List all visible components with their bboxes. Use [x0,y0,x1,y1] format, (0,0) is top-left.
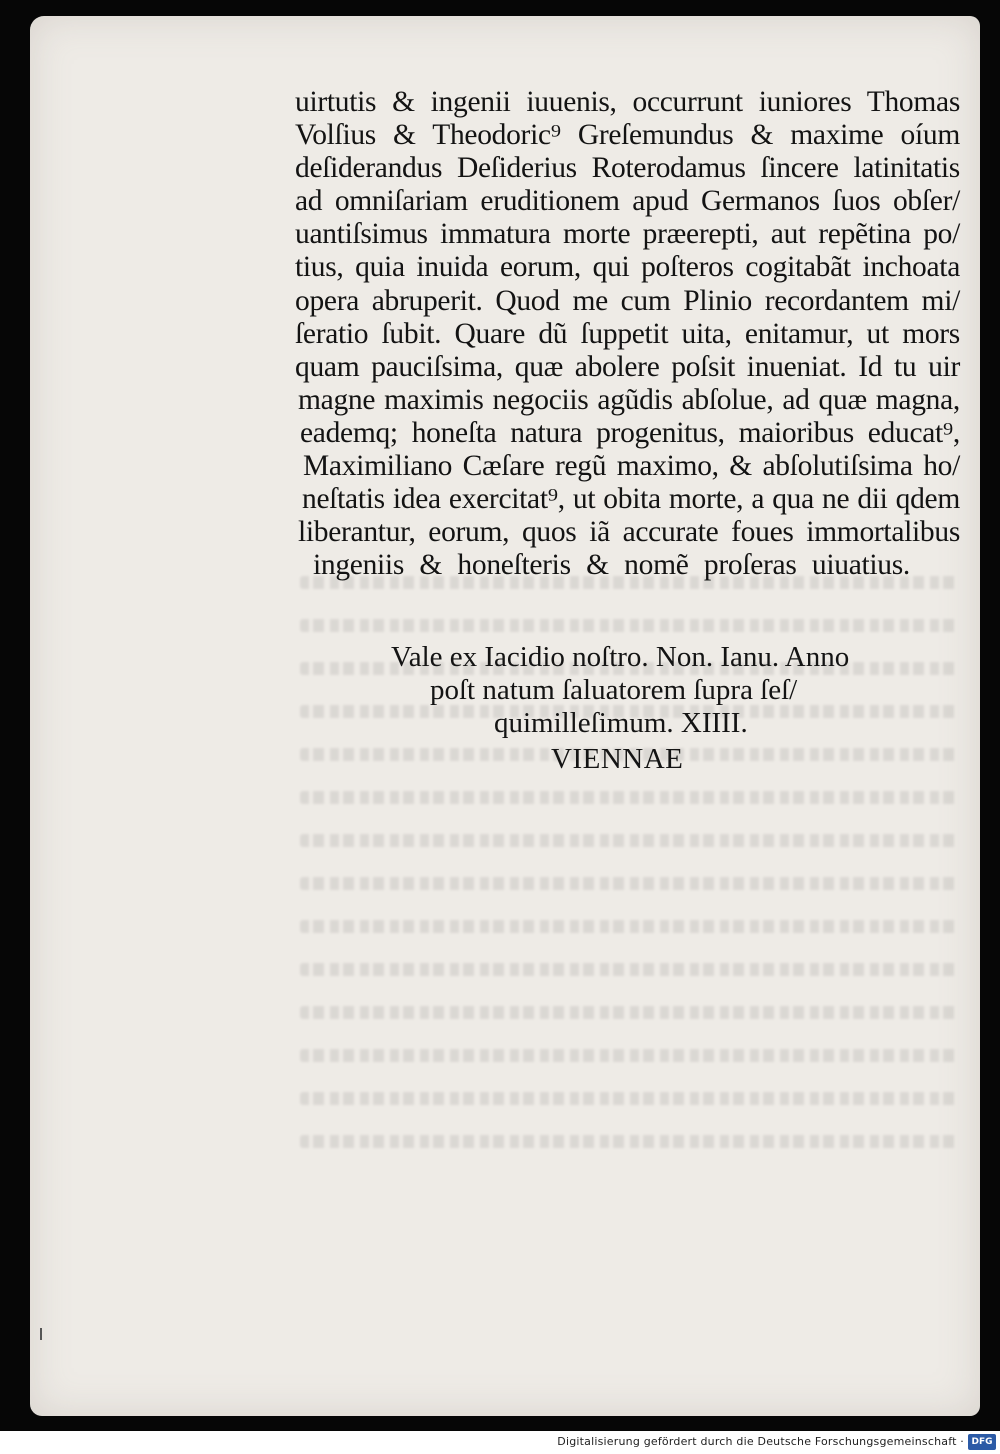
text-line: tius, quia inuida eorum, qui poſteros cogitabãt inchoata [295,251,960,284]
closing-place: VIENNAE [551,743,684,775]
text-line: Volſius & Theodoric⁹ Greſemundus & maxime oíum [295,119,960,152]
text-line: uirtutis & ingenii iuuenis, occurrunt iuniores Thomas [295,86,960,118]
dfg-logo-icon: DFG [968,1434,996,1450]
text-line: deſiderandus Deſiderius Roterodamus ſincere latinitatis [295,152,960,185]
text-line: Maximiliano Cæſare regũ maximo, & abſolutiſsima ho/ [303,450,960,483]
text-line: magne maximis negociis agũdis abſolue, ad quæ magna, [298,383,960,416]
closing-line: quimilleſimum. XIIII. [494,707,748,739]
margin-mark [40,1328,42,1340]
text-line: quam pauciſsima, quæ abolere poſsit inueniat. Id tu uir [295,350,960,383]
closing-line: poſt natum ſaluatorem ſupra ſeſ/ [430,674,798,706]
text-line: ſeratio ſubit. Quare dũ ſuppetit uita, enitamur, ut mors [295,317,960,350]
text-line: liberantur, eorum, quos iã accurate foues immortalibus [298,516,960,549]
text-line: eademq; honeſta natura progenitus, maioribus educat⁹, [300,416,960,449]
text-line: neſtatis idea exercitat⁹, ut obita morte, a qua ne dii qdem [302,483,960,516]
body-text [295,86,960,582]
closing-line: Vale ex Iacidio noſtro. Non. Ianu. Anno [391,641,850,673]
text-line: ad omniſariam eruditionem apud Germanos ſuos obſer/ [295,185,960,218]
footer-bar [0,1431,1000,1454]
funding-credit: Digitalisierung gefördert durch die Deutsche Forschungsgemeinschaft · [557,1435,964,1448]
text-line: uantiſsimus immatura morte præerepti, aut repẽtina po/ [295,218,960,251]
text-line: opera abruperit. Quod me cum Plinio recordantem mi/ [295,284,960,317]
text-line: ingeniis & honeſteris & nomẽ proſeras uiuatius. [313,549,910,582]
